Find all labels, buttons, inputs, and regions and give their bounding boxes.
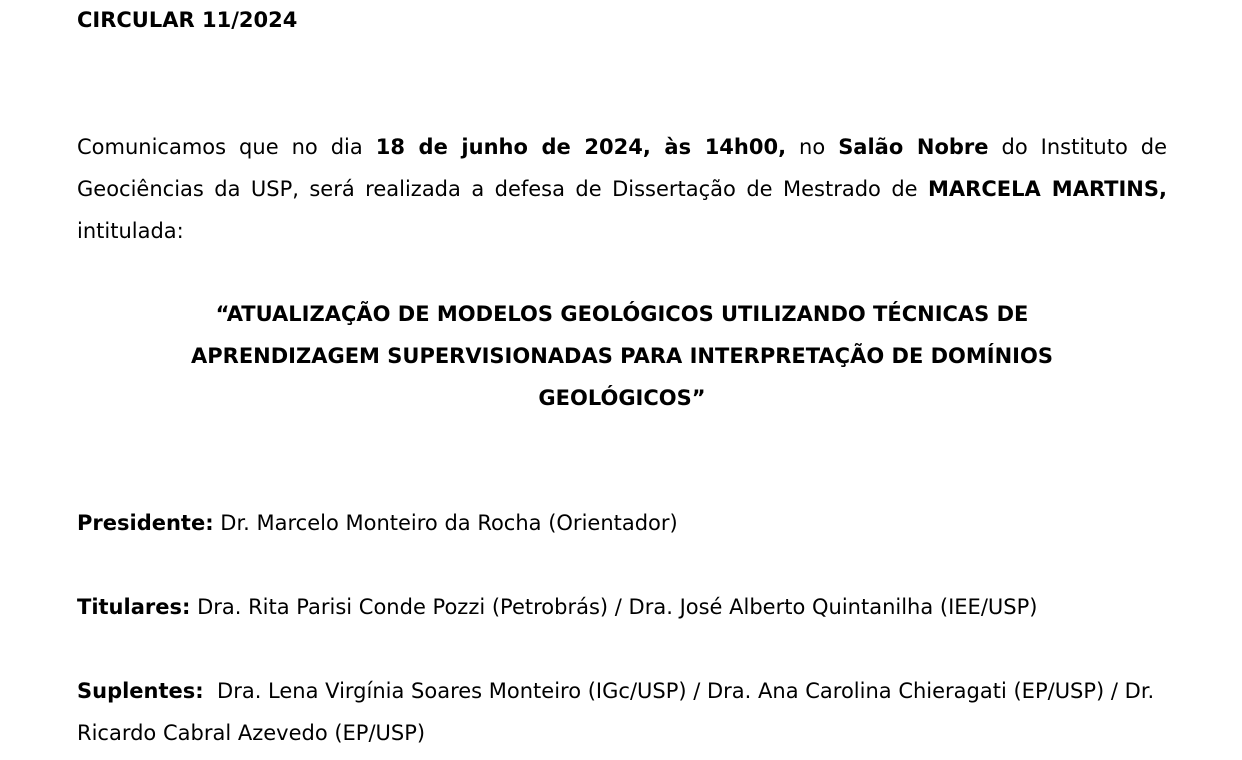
defense-date-time: 18 de junho de 2024, às 14h00, — [375, 135, 787, 159]
circular-number: CIRCULAR 11/2024 — [77, 8, 298, 32]
announcement-paragraph — [77, 126, 1167, 252]
suplentes-label: Suplentes: — [77, 679, 204, 703]
presidente-value: Dr. Marcelo Monteiro da Rocha (Orientador) — [213, 511, 678, 535]
intro-text-2: no — [786, 135, 839, 159]
thesis-title — [77, 293, 1167, 419]
committee-president — [77, 502, 1167, 544]
titulares-label: Titulares: — [77, 595, 191, 619]
thesis-title-line-2: APRENDIZAGEM SUPERVISIONADAS PARA INTERPRETAÇÃO DE DOMÍNIOS — [191, 344, 1053, 368]
candidate-name: MARCELA MARTINS, — [928, 177, 1167, 201]
presidente-label: Presidente: — [77, 511, 214, 535]
defense-venue: Salão Nobre — [838, 135, 989, 159]
committee-members — [77, 586, 1167, 628]
thesis-title-line-3: GEOLÓGICOS” — [538, 386, 706, 410]
intro-text-3: do Instituto de Geociências da USP, será realizada a defesa de Dissertação de Mestrado de — [77, 135, 1168, 201]
committee-substitutes — [77, 670, 1167, 754]
suplentes-value: Dra. Lena Virgínia Soares Monteiro (IGc/USP) / Dra. Ana Carolina Chieragati (EP/USP) / Dr. Ricardo Cabral Azevedo (EP/USP) — [77, 679, 1161, 745]
thesis-title-line-1: “ATUALIZAÇÃO DE MODELOS GEOLÓGICOS UTILIZANDO TÉCNICAS DE — [215, 302, 1029, 326]
intro-text-1: Comunicamos que no dia — [77, 135, 376, 159]
titulares-value: Dra. Rita Parisi Conde Pozzi (Petrobrás) / Dra. José Alberto Quintanilha (IEE/USP) — [190, 595, 1038, 619]
intro-text-4: intitulada: — [77, 219, 184, 243]
